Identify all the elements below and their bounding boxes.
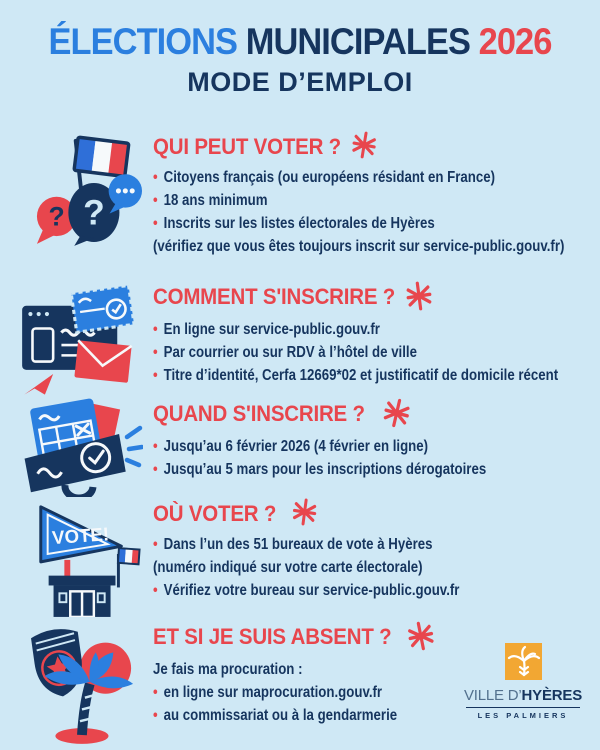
bullet-dot: • [153, 192, 158, 209]
city-logo [458, 643, 588, 720]
bullet-dot: • [153, 438, 158, 455]
asterisk-icon [291, 497, 319, 527]
asterisk-icon [350, 130, 378, 160]
question-bubbles-french-flag-icon [33, 130, 143, 246]
section-body [153, 533, 533, 602]
section-ou-voter [153, 501, 597, 602]
body-line: • en ligne sur maprocuration.gouv.fr [153, 684, 383, 701]
title-municipales: MUNICIPALES [245, 21, 471, 62]
logo-palm-icon [505, 643, 542, 680]
svg-text:?: ? [83, 193, 105, 233]
section-heading: OÙ VOTER ? [153, 501, 277, 526]
bullet-dot: • [153, 707, 158, 724]
bullet-dot: • [153, 461, 158, 478]
section-heading: COMMENT S'INSCRIRE ? [153, 284, 396, 309]
section-quand-sinscrire [153, 401, 597, 481]
body-line: • Citoyens français (ou européens résidant en France) [153, 169, 496, 186]
main-title [21, 22, 579, 62]
body-line: (vérifiez que vous êtes toujours inscrit sur service-public.gouv.fr) [153, 238, 565, 255]
bullet-dot: • [153, 582, 158, 599]
section-body [153, 318, 559, 387]
body-line: • Titre d’identité, Cerfa 12669*02 et justificatif de domicile récent [153, 367, 559, 384]
vote-sign-text: VOTE! [51, 523, 110, 549]
title-elections: ÉLECTIONS [48, 21, 238, 62]
bullet-dot: • [153, 169, 158, 186]
police-badge-palm-tree-icon [21, 619, 137, 745]
bullet-dot: • [153, 321, 158, 338]
bullet-dot: • [153, 367, 158, 384]
logo-city-name: VILLE D’HYÈRES [463, 687, 583, 704]
subtitle: MODE D’EMPLOI [187, 67, 413, 97]
logo-tagline: LES PALMIERS [477, 711, 569, 720]
body-line: (numéro indiqué sur votre carte électorale) [153, 559, 423, 576]
svg-text:?: ? [48, 201, 65, 232]
body-line: • Dans l’un des 51 bureaux de vote à Hyères [153, 536, 433, 553]
section-heading: ET SI JE SUIS ABSENT ? [153, 624, 392, 649]
bullet-dot: • [153, 215, 158, 232]
body-line: • Vérifiez votre bureau sur service-public.gouv.fr [153, 582, 460, 599]
body-line: • au commissariat ou à la gendarmerie [153, 707, 398, 724]
vote-sign-polling-station-icon [27, 497, 143, 617]
calendar-checked-ticket-icon [17, 397, 143, 497]
body-line: • Jusqu’au 6 février 2026 (4 février en ligne) [153, 438, 429, 455]
section-heading: QUAND S'INSCRIRE ? [153, 401, 365, 426]
asterisk-icon [406, 620, 436, 652]
section-heading: QUI PEUT VOTER ? [153, 134, 342, 159]
section-qui-peut-voter [153, 134, 597, 258]
body-line: • En ligne sur service-public.gouv.fr [153, 321, 380, 338]
section-body [153, 435, 533, 481]
section-comment-sinscrire [153, 284, 597, 387]
body-line: • Par courrier ou sur RDV à l’hôtel de ville [153, 344, 417, 361]
body-line: • 18 ans minimum [153, 192, 268, 209]
asterisk-icon [404, 280, 434, 312]
title-year: 2026 [478, 21, 552, 62]
bullet-dot: • [153, 684, 158, 701]
section-body [153, 166, 565, 258]
bullet-dot: • [153, 536, 158, 553]
body-line: Je fais ma procuration : [153, 661, 303, 678]
bullet-dot: • [153, 344, 158, 361]
browser-stamp-envelope-icon [18, 283, 140, 399]
header [0, 22, 600, 98]
body-line: • Inscrits sur les listes électorales de Hyères [153, 215, 435, 232]
body-line: • Jusqu’au 5 mars pour les inscriptions dérogatoires [153, 461, 487, 478]
asterisk-icon [382, 397, 412, 429]
logo-divider [466, 707, 580, 708]
